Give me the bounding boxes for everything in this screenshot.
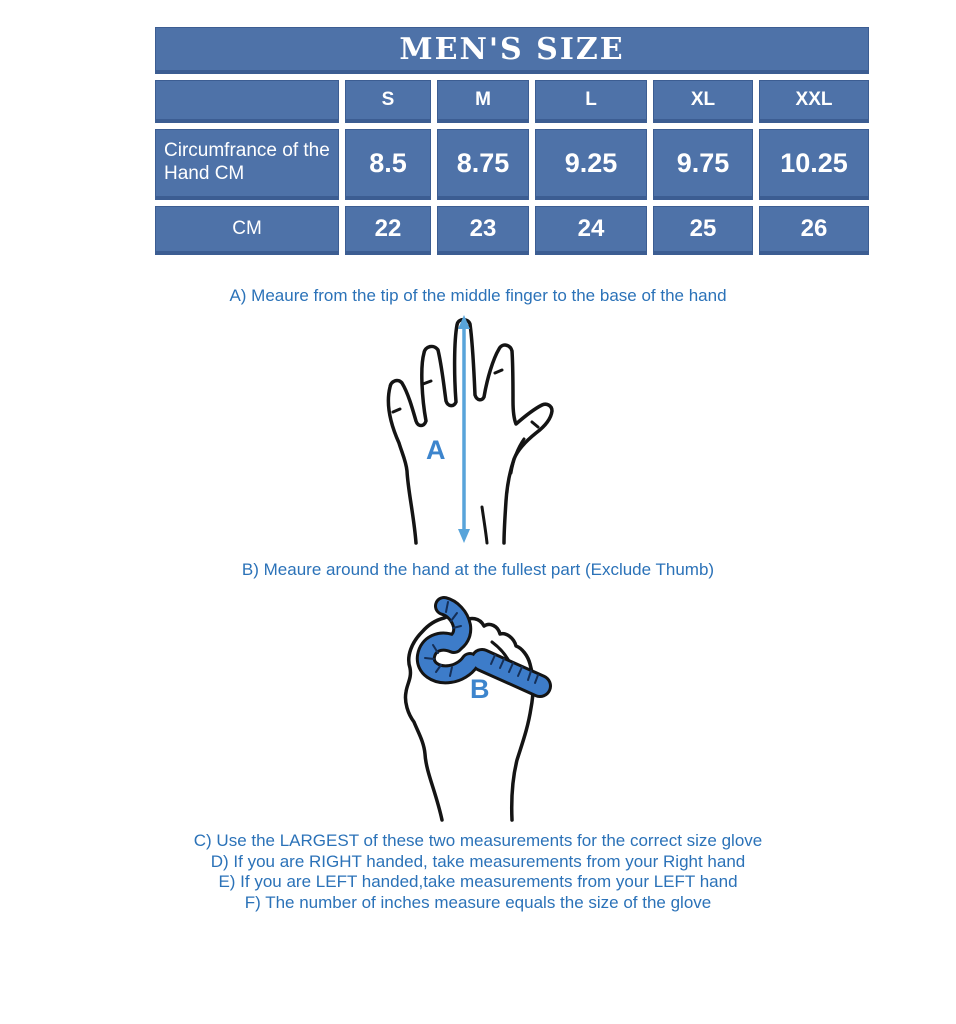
row-label-cm: CM bbox=[155, 206, 339, 255]
table-header-row bbox=[155, 80, 869, 123]
cm-value-l: 24 bbox=[535, 206, 647, 255]
measure-label-a: A bbox=[426, 435, 446, 465]
instruction-c: C) Use the LARGEST of these two measurements for the correct size glove bbox=[193, 831, 763, 850]
column-header-l: L bbox=[535, 80, 647, 123]
circumference-value-l: 9.25 bbox=[535, 129, 647, 200]
cm-value-xl: 25 bbox=[653, 206, 753, 255]
fist-diagram bbox=[392, 592, 552, 832]
instruction-b: B) Meaure around the hand at the fullest part (Exclude Thumb) bbox=[241, 560, 715, 579]
circumference-value-xl: 9.75 bbox=[653, 129, 753, 200]
column-header-xl: XL bbox=[653, 80, 753, 123]
circumference-value-m: 8.75 bbox=[437, 129, 529, 200]
circumference-value-xxl: 10.25 bbox=[759, 129, 869, 200]
table-row-circumference bbox=[155, 129, 869, 200]
open-hand-diagram bbox=[373, 311, 560, 546]
row-label-circumference: Circumfrance of the Hand CM bbox=[155, 129, 339, 200]
measure-label-b: B bbox=[470, 674, 490, 704]
circumference-value-s: 8.5 bbox=[345, 129, 431, 200]
corner-cell bbox=[155, 80, 339, 123]
table-title-row bbox=[155, 27, 869, 74]
cm-value-xxl: 26 bbox=[759, 206, 869, 255]
instruction-d: D) If you are RIGHT handed, take measurements from your Right hand bbox=[210, 851, 746, 871]
hand-outline bbox=[388, 320, 552, 543]
instruction-list bbox=[0, 831, 956, 913]
column-header-xxl: XXL bbox=[759, 80, 869, 123]
column-header-m: M bbox=[437, 80, 529, 123]
table-row-cm bbox=[155, 206, 869, 255]
instruction-f: F) The number of inches measure equals the size of the glove bbox=[244, 892, 712, 912]
table-title: MEN'S SIZE bbox=[155, 27, 869, 74]
instruction-e: E) If you are LEFT handed,take measurements from your LEFT hand bbox=[218, 872, 738, 891]
cm-value-m: 23 bbox=[437, 206, 529, 255]
size-table bbox=[149, 21, 875, 261]
cm-value-s: 22 bbox=[345, 206, 431, 255]
instruction-a: A) Meaure from the tip of the middle finger to the base of the hand bbox=[229, 286, 727, 305]
column-header-s: S bbox=[345, 80, 431, 123]
